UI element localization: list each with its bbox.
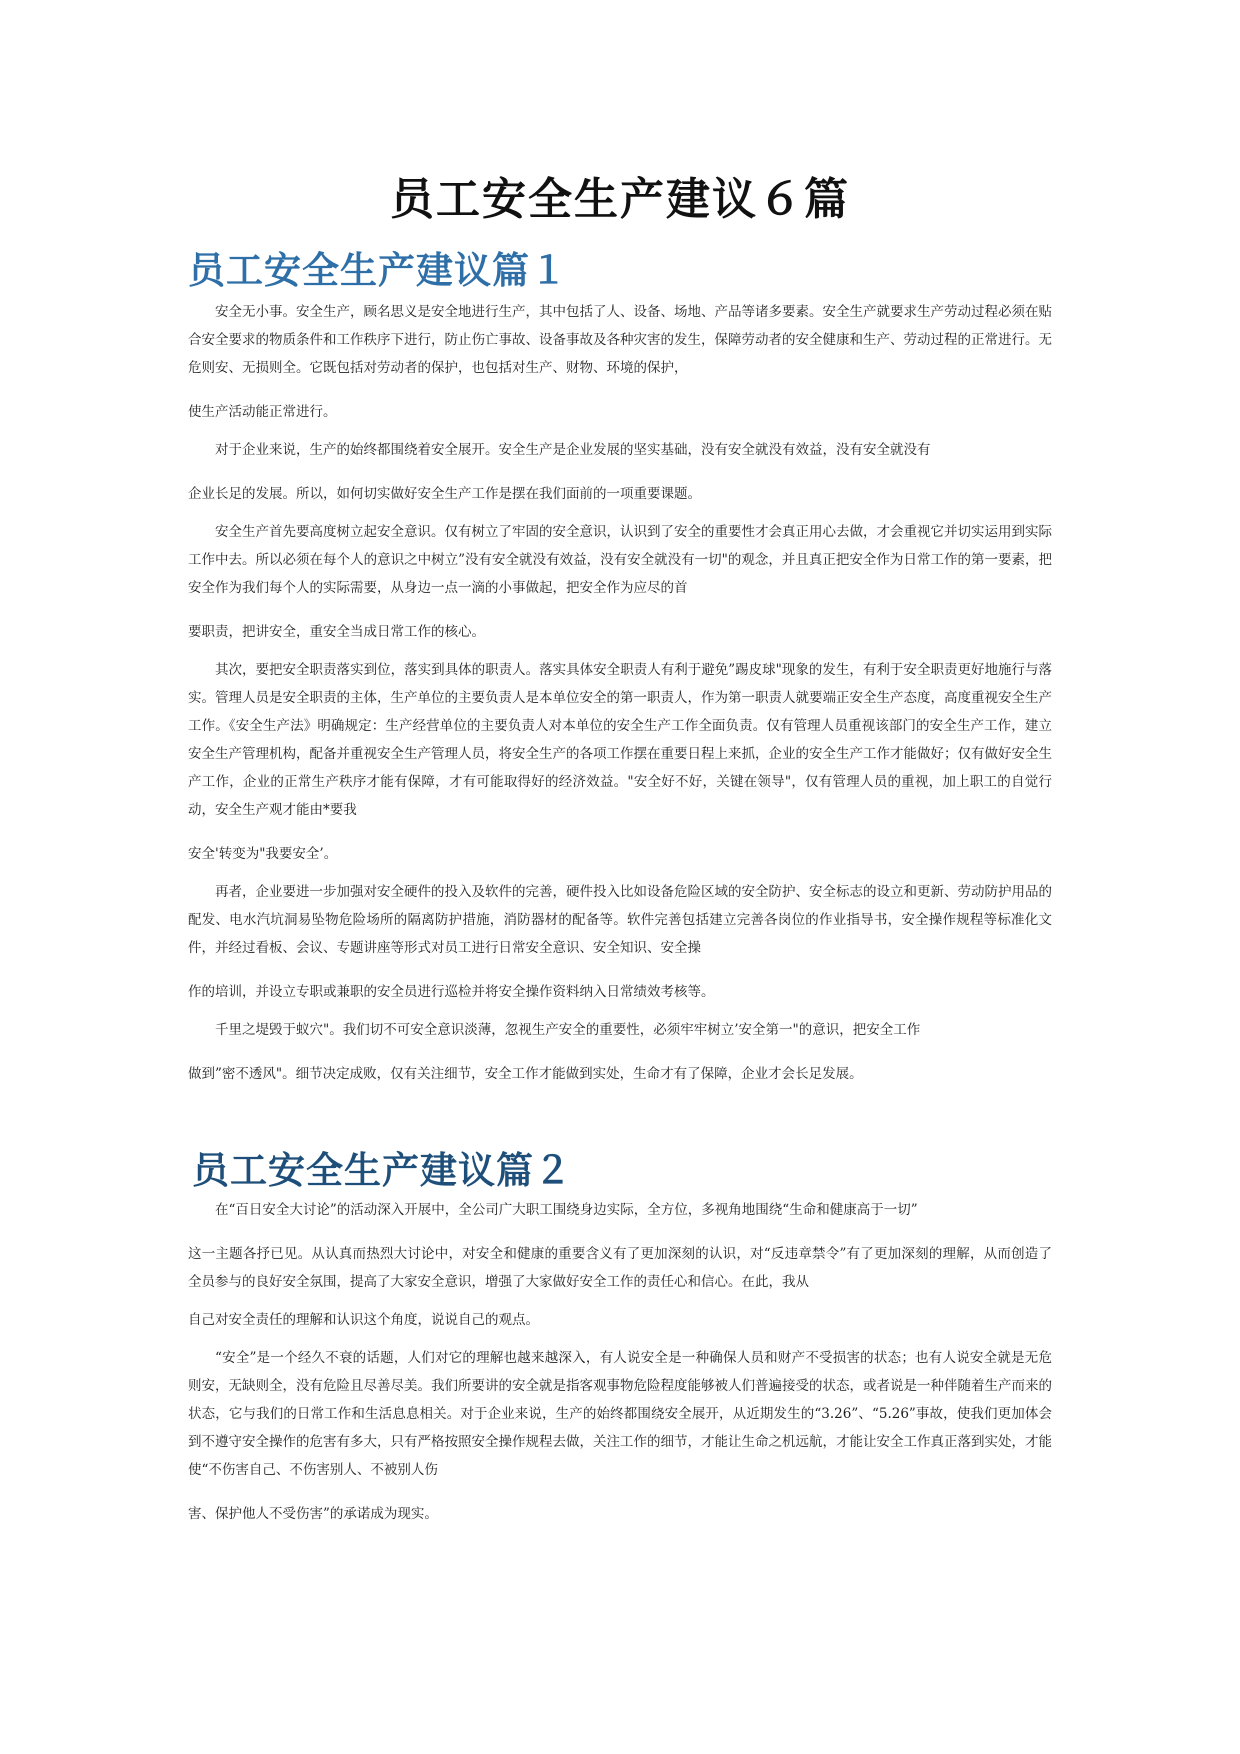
- paragraph-body: 对于企业来说，生产的始终都围绕着安全展开。安全生产是企业发展的坚实基础，没有安全就没有效益，没有安全就没有: [215, 442, 931, 458]
- paragraph-tail: 害、保护他人不受伤害”的承诺成为现实。: [188, 1506, 438, 1522]
- paragraph-tail: 作的培训，并设立专职或兼职的安全员进行巡检并将安全操作资料纳入日常绩效考核等。: [188, 984, 715, 1000]
- paragraph-tail: 要职责，把讲安全，重安全当成日常工作的核心。: [188, 624, 485, 640]
- paragraph-body: 在“百日安全大讨论”的活动深入开展中，全公司广大职工围绕身边实际，全方位，多视角地围绕“生命和健康高于一切”: [215, 1202, 918, 1218]
- paragraph: [188, 1344, 1052, 1528]
- paragraph: [188, 656, 1052, 868]
- section-body-1: [188, 298, 1052, 1098]
- paragraph: [188, 1306, 1052, 1334]
- section-body-2: [188, 1196, 1052, 1538]
- section-heading-2: 员工安全生产建议篇２: [192, 1148, 572, 1192]
- paragraph-body: 再者，企业要进一步加强对安全硬件的投入及软件的完善，硬件投入比如设备危险区域的安全防护、安全标志的设立和更新、劳动防护用品的配发、电水汽坑洞易坠物危险场所的隔离防护措施，消防器材的配备等。软件完善包括建立完善各岗位的作业指导书，安全操作规程等标准化文件，并经过看板、会议、专题讲座等形式对员工进行日常安全意识、安全知识、安全操: [188, 884, 1052, 956]
- paragraph-body: 其次，要把安全职责落实到位，落实到具体的职责人。落实具体安全职责人有利于避免”踢皮球"现象的发生，有利于安全职责更好地施行与落实。管理人员是安全职责的主体，生产单位的主要负责人是本单位安全的第一职责人，作为第一职责人就要端正安全生产态度，高度重视安全生产工作。《安全生产法》明确规定：生产经营单位的主要负责人对本单位的安全生产工作全面负责。仅有管理人员重视该部门的安全生产工作，建立安全生产管理机构，配备并重视安全生产管理人员，将安全生产的各项工作摆在重要日程上来抓，企业的安全生产工作才能做好；仅有做好安全生产工作，企业的正常生产秩序才能有保障，才有可能取得好的经济效益。"安全好不好，关键在领导"，仅有管理人员的重视，加上职工的自觉行动，安全生产观才能由*要我: [188, 662, 1052, 818]
- document-title: 员工安全生产建议６篇: [390, 174, 850, 225]
- paragraph-tail: 企业长足的发展。所以，如何切实做好安全生产工作是摆在我们面前的一项重要课题。: [188, 486, 701, 502]
- paragraph-body: 千里之堤毁于蚁穴"。我们切不可安全意识淡薄，忽视生产安全的重要性，必须牢牢树立’安全第一"的意识，把安全工作: [215, 1022, 921, 1038]
- paragraph: [188, 436, 1052, 508]
- paragraph-tail: 自己对安全责任的理解和认识这个角度，说说自己的观点。: [188, 1312, 539, 1328]
- paragraph-tail: 这一主题各抒已见。从认真而热烈大讨论中，对安全和健康的重要含义有了更加深刻的认识，对“反违章禁令”有了更加深刻的理解，从而创造了全员参与的良好安全氛围，提高了大家安全意识，增强了大家做好安全工作的责任心和信心。在此，我从: [188, 1246, 1052, 1290]
- paragraph: [188, 1196, 1052, 1296]
- section-heading-1: 员工安全生产建议篇１: [188, 248, 568, 292]
- paragraph: [188, 878, 1052, 1006]
- paragraph-tail: 安全'转变为"我要安全’。: [188, 846, 338, 862]
- paragraph-body: 安全生产首先要高度树立起安全意识。仅有树立了牢固的安全意识，认识到了安全的重要性才会真正用心去做，才会重视它并切实运用到实际工作中去。所以必须在每个人的意识之中树立”没有安全就没有效益，没有安全就没有一切"的观念，并且真正把安全作为日常工作的第一要素，把安全作为我们每个人的实际需要，从身边一点一滴的小事做起，把安全作为应尽的首: [188, 524, 1052, 596]
- paragraph-tail: 使生产活动能正常进行。: [188, 404, 337, 420]
- paragraph-tail: 做到”密不透风"。细节决定成败，仅有关注细节，安全工作才能做到实处，生命才有了保障，企业才会长足发展。: [188, 1066, 863, 1082]
- paragraph: [188, 298, 1052, 426]
- paragraph: [188, 518, 1052, 646]
- paragraph-body: 安全无小事。安全生产，顾名思义是安全地进行生产，其中包括了人、设备、场地、产品等诸多要素。安全生产就要求生产劳动过程必须在贴合安全要求的物质条件和工作秩序下进行，防止伤亡事故、设备事故及各种灾害的发生，保障劳动者的安全健康和生产、劳动过程的正常进行。无危则安、无损则全。它既包括对劳动者的保护，也包括对生产、财物、环境的保护，: [188, 304, 1052, 376]
- paragraph: [188, 1016, 1052, 1088]
- paragraph-body: “安全”是一个经久不衰的话题，人们对它的理解也越来越深入，有人说安全是一种确保人员和财产不受损害的状态；也有人说安全就是无危则安，无缺则全，没有危险且尽善尽美。我们所要讲的安全就是指客观事物危险程度能够被人们普遍接受的状态，或者说是一种伴随着生产而来的状态，它与我们的日常工作和生活息息相关。对于企业来说，生产的始终都围绕安全展开，从近期发生的“3.26”、“5.26”事故，使我们更加体会到不遵守安全操作的危害有多大，只有严格按照安全操作规程去做，关注工作的细节，才能让生命之机远航，才能让安全工作真正落到实处，才能使“不伤害自己、不伤害别人、不被别人伤: [188, 1350, 1052, 1478]
